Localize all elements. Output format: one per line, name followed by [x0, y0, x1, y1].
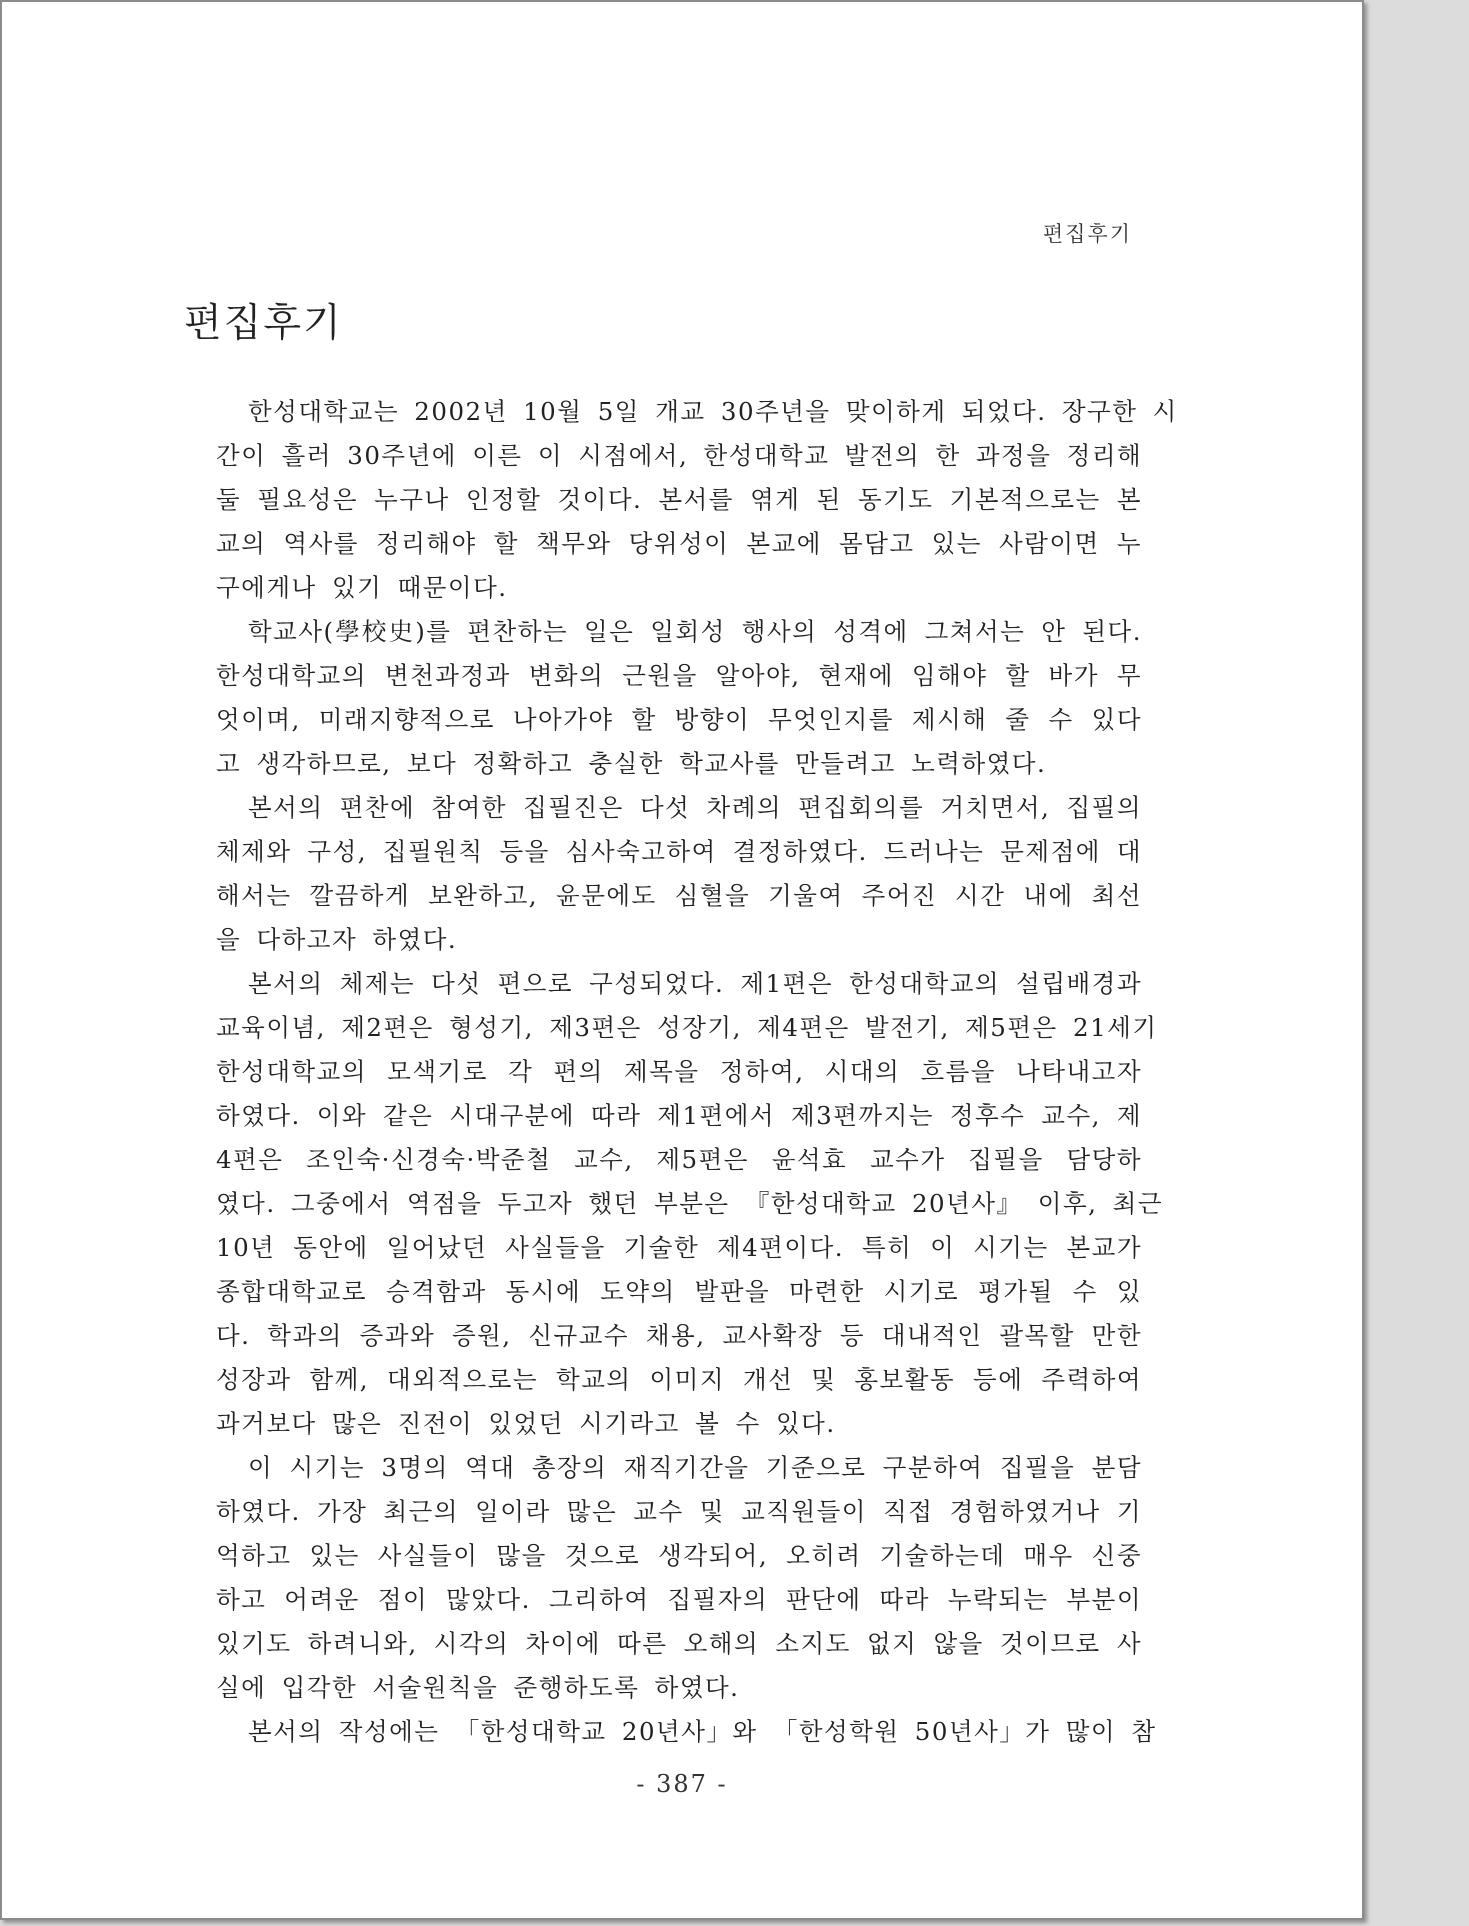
text-line: 과거보다 많은 진전이 있었던 시기라고 볼 수 있다.: [216, 1409, 836, 1438]
text-line: 한성대학교의 변천과정과 변화의 근원을 알아야, 현재에 임해야 할 바가 무: [216, 661, 1142, 690]
text-line: 10년 동안에 일어났던 사실들을 기술한 제4편이다. 특히 이 시기는 본교가: [216, 1233, 1142, 1262]
text-line: 본서의 체제는 다섯 편으로 구성되었다. 제1편은 한성대학교의 설립배경과: [248, 969, 1142, 998]
text-line: 체제와 구성, 집필원칙 등을 심사숙고하여 결정하였다. 드러나는 문제점에 대: [216, 837, 1142, 866]
text-line: 구에게나 있기 때문이다.: [216, 573, 508, 602]
paragraph: [184, 390, 1178, 610]
text-line: 교육이념, 제2편은 형성기, 제3편은 성장기, 제4편은 발전기, 제5편은 21세기: [216, 1013, 1158, 1042]
page-number: - 387 -: [636, 1770, 728, 1798]
paragraph: [184, 1446, 1142, 1710]
text-line: 4편은 조인숙·신경숙·박준철 교수, 제5편은 윤석효 교수가 집필을 담당하: [216, 1145, 1142, 1174]
text-line: 둘 필요성은 누구나 인정할 것이다. 본서를 엮게 된 동기도 기본적으로는 본: [216, 485, 1142, 514]
text-line: 있기도 하려니와, 시각의 차이에 따른 오해의 소지도 없지 않을 것이므로 사: [216, 1629, 1142, 1658]
text-line: 엇이며, 미래지향적으로 나아가야 할 방향이 무엇인지를 제시해 줄 수 있다: [216, 705, 1142, 734]
text-line: 학교사(學校史)를 편찬하는 일은 일회성 행사의 성격에 그쳐서는 안 된다.: [248, 617, 1142, 646]
paragraph: [184, 610, 1142, 786]
text-line: 한성대학교의 모색기로 각 편의 제목을 정하여, 시대의 흐름을 나타내고자: [216, 1057, 1142, 1086]
text-line: 종합대학교로 승격함과 동시에 도약의 발판을 마련한 시기로 평가될 수 있: [216, 1277, 1142, 1306]
text-line: 실에 입각한 서술원칙을 준행하도록 하였다.: [216, 1673, 740, 1702]
text-line: 고 생각하므로, 보다 정확하고 충실한 학교사를 만들려고 노력하였다.: [216, 749, 1047, 778]
text-line: 교의 역사를 정리해야 할 책무와 당위성이 본교에 몸담고 있는 사람이면 누: [216, 529, 1142, 558]
text-line: 성장과 함께, 대외적으로는 학교의 이미지 개선 및 홍보활동 등에 주력하여: [216, 1365, 1142, 1394]
running-header: 편집후기: [1042, 222, 1132, 246]
paragraph: [184, 1710, 1157, 1754]
text-line: 억하고 있는 사실들이 많을 것으로 생각되어, 오히려 기술하는데 매우 신중: [216, 1541, 1142, 1570]
text-line: 하였다. 가장 최근의 일이라 많은 교수 및 교직원들이 직접 경험하였거나 기: [216, 1497, 1142, 1526]
text-line: 이 시기는 3명의 역대 총장의 재직기간을 기준으로 구분하여 집필을 분담: [248, 1453, 1142, 1482]
text-line: 하고 어려운 점이 많았다. 그리하여 집필자의 판단에 따라 누락되는 부분이: [216, 1585, 1142, 1614]
text-line: 였다. 그중에서 역점을 두고자 했던 부분은 『한성대학교 20년사』 이후, 최근: [216, 1189, 1164, 1218]
text-line: 다. 학과의 증과와 증원, 신규교수 채용, 교사확장 등 대내적인 괄목할 만한: [216, 1321, 1142, 1350]
text-line: 하였다. 이와 같은 시대구분에 따라 제1편에서 제3편까지는 정후수 교수, 제: [216, 1101, 1142, 1130]
text-line: 본서의 작성에는 「한성대학교 20년사」와 「한성학원 50년사」가 많이 참: [248, 1717, 1157, 1746]
text-line: 한성대학교는 2002년 10월 5일 개교 30주년을 맞이하게 되었다. 장구한 시: [248, 397, 1178, 426]
text-line: 해서는 깔끔하게 보완하고, 윤문에도 심혈을 기울여 주어진 시간 내에 최선: [216, 881, 1142, 910]
text-line: 간이 흘러 30주년에 이른 이 시점에서, 한성대학교 발전의 한 과정을 정리해: [216, 441, 1143, 470]
body-text: [184, 390, 1178, 1754]
paragraph: [184, 786, 1142, 962]
paragraph: [184, 962, 1164, 1446]
text-line: 본서의 편찬에 참여한 집필진은 다섯 차례의 편집회의를 거치면서, 집필의: [248, 793, 1142, 822]
page-title: 편집후기: [184, 301, 343, 346]
text-line: 을 다하고자 하였다.: [216, 925, 458, 954]
